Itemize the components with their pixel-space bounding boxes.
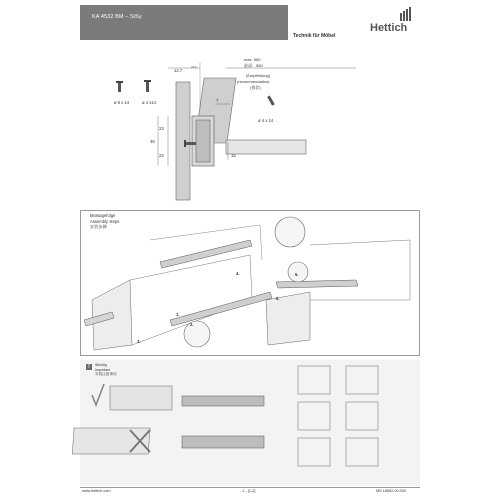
important-cn: 安装注意事项 bbox=[95, 372, 117, 377]
screw-c-label: ø 4 x 14 bbox=[258, 118, 274, 123]
step-5: 5. bbox=[295, 272, 299, 277]
page-number: - 1 - [1-2] bbox=[240, 489, 256, 493]
assembly-title-de: Montagefolge bbox=[90, 213, 116, 218]
assembly-title-en: Assembly steps bbox=[90, 218, 120, 224]
brand-logo: Hettich bbox=[370, 22, 408, 34]
check-icon bbox=[92, 384, 104, 405]
dim-46: 46 bbox=[150, 139, 155, 144]
dim-7: 7 bbox=[216, 98, 219, 103]
assembly-title-cn: 安装步骤 bbox=[90, 224, 107, 230]
footer-url[interactable]: www.hettich.com bbox=[82, 489, 111, 493]
important-en: Important bbox=[95, 367, 111, 372]
footer-rule bbox=[80, 487, 420, 488]
step-1: 1. bbox=[176, 312, 180, 317]
max-depth-cn: 最深：550 bbox=[244, 63, 263, 68]
recommend-de: (Empfehlung) bbox=[246, 73, 271, 78]
recommend-en: (recommendation) bbox=[237, 79, 270, 84]
step-4: 4. bbox=[236, 271, 240, 276]
max-depth: max. 550 bbox=[244, 57, 261, 62]
top-tolerance: +0.6 bbox=[191, 65, 197, 69]
dim-23-bottom: 23 bbox=[159, 153, 164, 158]
top-offset: 12.7 bbox=[174, 68, 183, 73]
dim-15: 15 bbox=[231, 153, 236, 158]
step-3: 3. bbox=[137, 339, 141, 344]
recommend-cn: (推荐) bbox=[250, 85, 261, 90]
step-6: 6. bbox=[276, 296, 280, 301]
warning-icon: ! bbox=[86, 364, 92, 370]
important-de: Wichtig bbox=[95, 363, 107, 367]
screw-a-label: ø 6 x 14 bbox=[114, 100, 130, 105]
brand-tagline: Technik für Möbel bbox=[293, 33, 336, 39]
dim-23-top: 23 bbox=[159, 126, 164, 131]
product-code: KA 4532 BM – SiSy bbox=[92, 14, 142, 20]
screw-b-label: ø 4 x14 bbox=[142, 100, 156, 105]
document-number: MS 18562.00.000 bbox=[376, 489, 406, 493]
step-2: 2. bbox=[190, 322, 194, 327]
